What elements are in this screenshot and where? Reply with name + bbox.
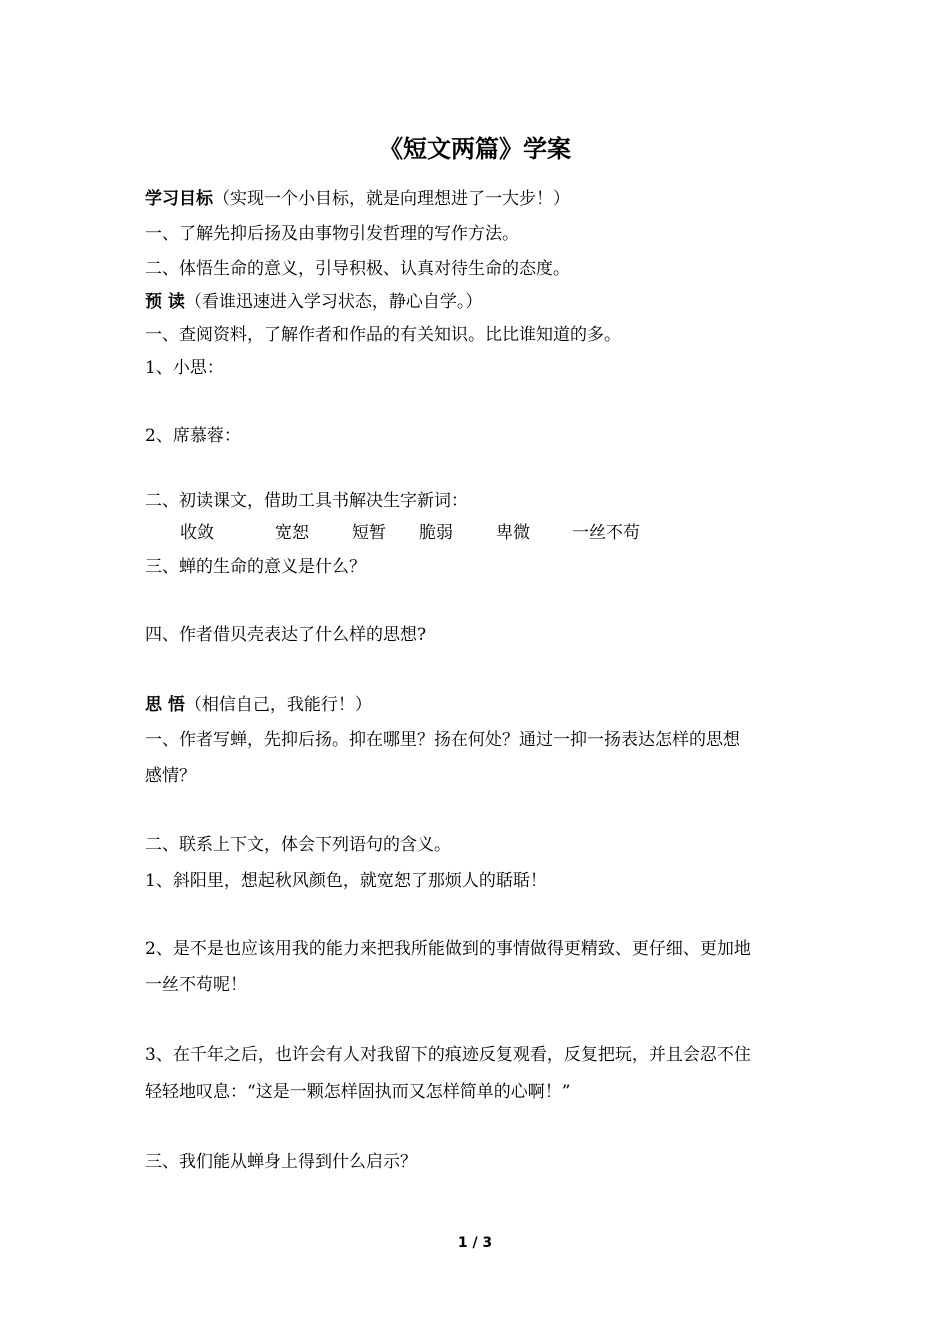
reflect-note: （相信自己，我能行！） — [184, 695, 372, 715]
vocab-word: 短暂 — [352, 523, 386, 543]
preview-question-1: 一、查阅资料，了解作者和作品的有关知识。比比谁知道的多。 — [145, 325, 621, 345]
reflect-question-1-line-1: 一、作者写蝉，先抑后扬。抑在哪里？扬在何处？通过一抑一扬表达怎样的思想 — [145, 730, 740, 750]
preview-question-1-b: 2、席慕蓉： — [145, 426, 241, 446]
preview-question-2: 二、初读课文，借助工具书解决生字新词： — [145, 491, 468, 511]
vocab-word: 收敛 — [180, 523, 214, 543]
sentence-2-line-1: 2、是不是也应该用我的能力来把我所能做到的事情做得更精致、更仔细、更加地 — [145, 939, 751, 959]
preview-question-1-a: 1、小思： — [145, 358, 224, 378]
objectives-heading: 学习目标 — [145, 189, 213, 209]
reflect-heading-line — [145, 693, 825, 717]
vocab-word: 卑微 — [496, 523, 530, 543]
objectives-heading-line — [145, 187, 825, 211]
preview-note: （看谁迅速进入学习状态，静心自学。） — [184, 292, 483, 312]
objective-item-1: 一、了解先抑后扬及由事物引发哲理的写作方法。 — [145, 224, 519, 244]
reflect-question-2: 二、联系上下文，体会下列语句的含义。 — [145, 835, 451, 855]
reflect-question-3: 三、我们能从蝉身上得到什么启示？ — [145, 1152, 417, 1172]
preview-question-3: 三、蝉的生命的意义是什么？ — [145, 557, 366, 577]
sentence-1: 1、斜阳里，想起秋风颜色，就宽恕了那烦人的聒聒！ — [145, 871, 547, 891]
reflect-question-1-line-2: 感情？ — [145, 766, 196, 786]
preview-question-4: 四、作者借贝壳表达了什么样的思想? — [145, 625, 427, 645]
page-number: 1 / 3 — [457, 1235, 493, 1251]
preview-heading-line — [145, 290, 825, 314]
vocab-word: 一丝不苟 — [572, 523, 640, 543]
vocab-word: 脆弱 — [419, 523, 453, 543]
objective-item-2: 二、体悟生命的意义，引导积极、认真对待生命的态度。 — [145, 259, 570, 279]
sentence-3-line-1: 3、在千年之后，也许会有人对我留下的痕迹反复观看，反复把玩，并且会忍不住 — [145, 1045, 751, 1065]
reflect-heading: 思 悟 — [145, 695, 185, 715]
objectives-note: （实现一个小目标，就是向理想进了一大步！） — [213, 189, 570, 209]
document-title: 《短文两篇》学案 — [379, 135, 571, 163]
preview-heading: 预 读 — [145, 292, 185, 312]
sentence-3-line-2: 轻轻地叹息：“这是一颗怎样固执而又怎样简单的心啊！” — [145, 1082, 571, 1102]
vocab-word: 宽恕 — [275, 523, 309, 543]
sentence-2-line-2: 一丝不苟呢！ — [145, 975, 247, 995]
